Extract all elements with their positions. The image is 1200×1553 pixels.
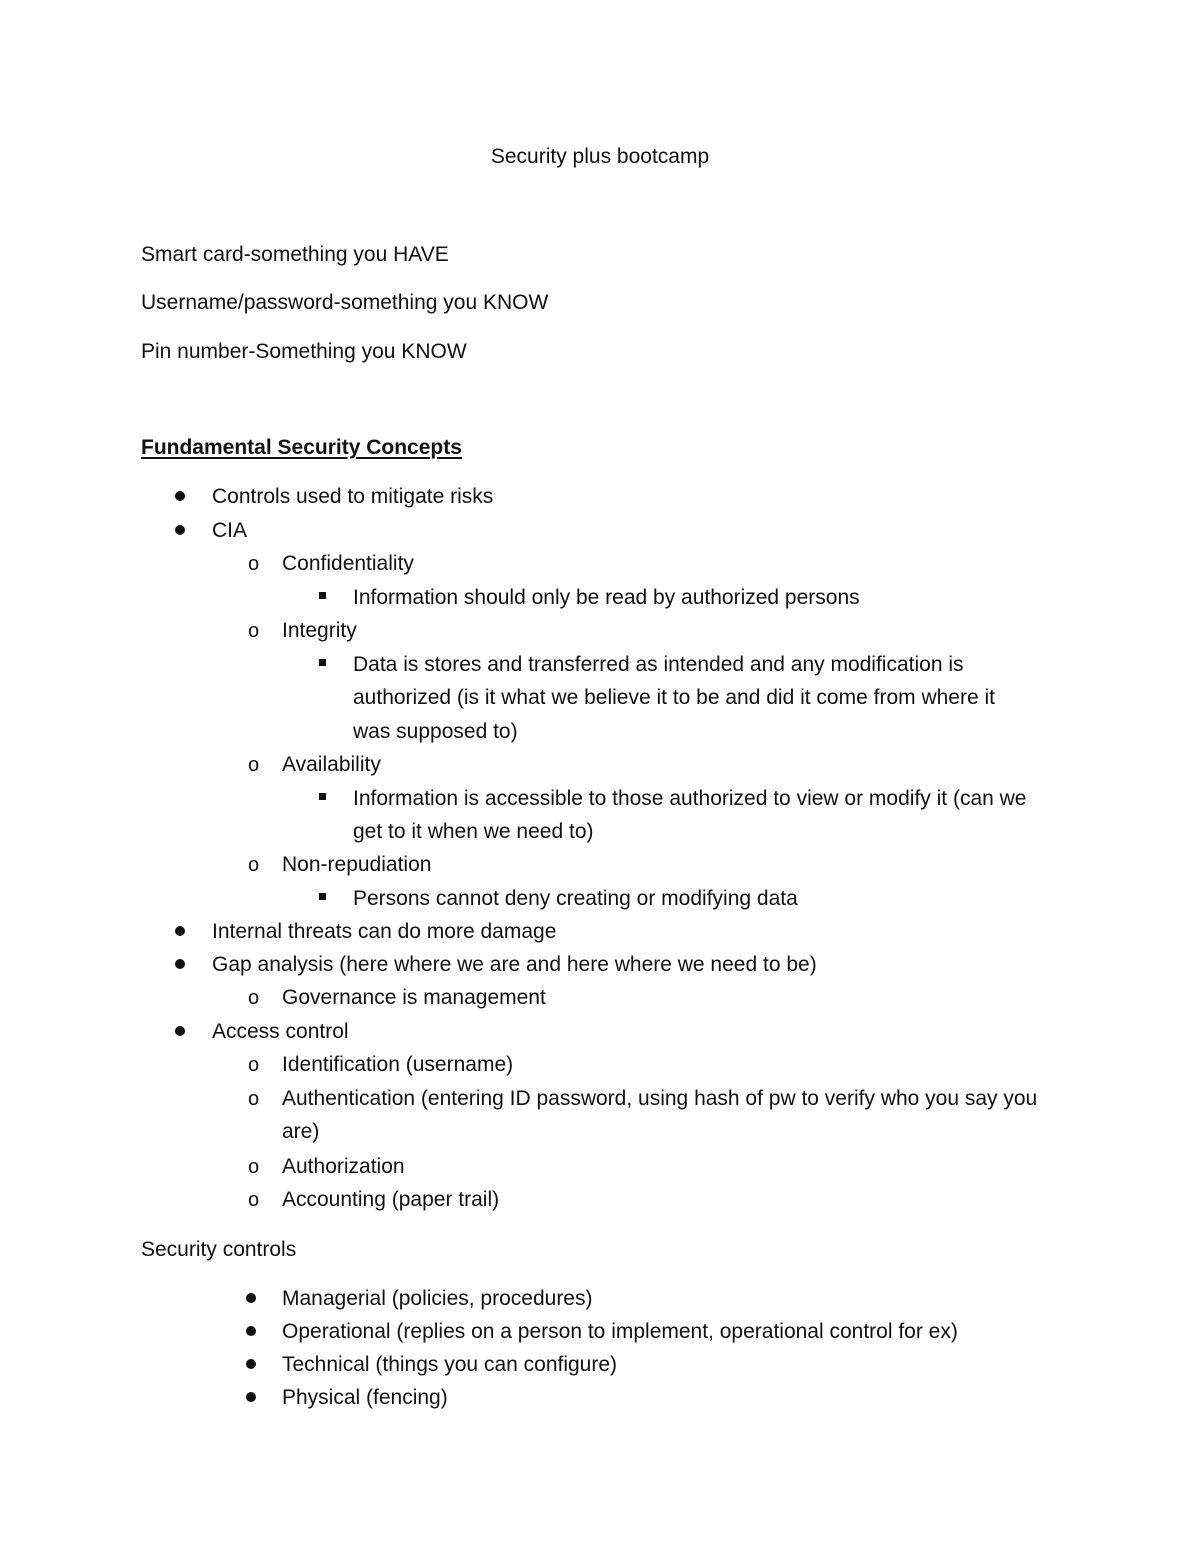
bullet-icon — [175, 926, 185, 936]
list-item: Controls used to mitigate risks — [212, 485, 494, 508]
list-item: Governance is management — [282, 986, 546, 1009]
list-item: Operational (replies on a person to implement, operational control for ex) — [282, 1320, 958, 1343]
circle-bullet-icon: o — [248, 1054, 260, 1076]
square-bullet-icon — [319, 592, 326, 599]
controls-heading: Security controls — [141, 1238, 297, 1261]
bullet-icon — [175, 525, 185, 535]
factor-smart-card: Smart card-something you HAVE — [141, 243, 449, 266]
document-title: Security plus bootcamp — [490, 145, 710, 168]
list-item-continuation: authorized (is it what we believe it to be and did it come from where it — [353, 686, 995, 709]
circle-bullet-icon: o — [248, 1156, 260, 1178]
list-item: Technical (things you can configure) — [282, 1353, 618, 1376]
list-item: CIA — [212, 519, 248, 542]
square-bullet-icon — [319, 793, 326, 800]
circle-bullet-icon: o — [248, 754, 260, 776]
list-item: Internal threats can do more damage — [212, 920, 557, 943]
list-item: Identification (username) — [282, 1053, 514, 1076]
list-item: Access control — [212, 1020, 349, 1043]
bullet-icon — [175, 1026, 185, 1036]
factor-username-password: Username/password-something you KNOW — [141, 291, 549, 314]
bullet-icon — [246, 1326, 256, 1336]
list-item: Gap analysis (here where we are and here where we need to be) — [212, 953, 817, 976]
section-heading: Fundamental Security Concepts — [141, 436, 462, 459]
square-bullet-icon — [319, 659, 326, 666]
factor-pin-number: Pin number-Something you KNOW — [141, 340, 467, 363]
list-item: Information should only be read by authorized persons — [353, 586, 860, 609]
list-item: Physical (fencing) — [282, 1386, 448, 1409]
list-item: Data is stores and transferred as intended and any modification is — [353, 653, 964, 676]
list-item: Confidentiality — [282, 552, 414, 575]
circle-bullet-icon: o — [248, 854, 260, 876]
list-item: Managerial (policies, procedures) — [282, 1287, 593, 1310]
list-item: Authorization — [282, 1155, 405, 1178]
list-item: Persons cannot deny creating or modifying data — [353, 887, 798, 910]
list-item: Accounting (paper trail) — [282, 1188, 500, 1211]
bullet-icon — [175, 959, 185, 969]
circle-bullet-icon: o — [248, 987, 260, 1009]
bullet-icon — [175, 491, 185, 501]
list-item: Integrity — [282, 619, 357, 642]
bullet-icon — [246, 1359, 256, 1369]
bullet-icon — [246, 1392, 256, 1402]
list-item: Information is accessible to those authorized to view or modify it (can we — [353, 787, 1027, 810]
circle-bullet-icon: o — [248, 620, 260, 642]
bullet-icon — [246, 1293, 256, 1303]
list-item: Authentication (entering ID password, using hash of pw to verify who you say you — [282, 1087, 1038, 1110]
list-item-continuation: get to it when we need to) — [353, 820, 594, 843]
list-item: Availability — [282, 753, 381, 776]
circle-bullet-icon: o — [248, 1189, 260, 1211]
list-item: Non-repudiation — [282, 853, 432, 876]
circle-bullet-icon: o — [248, 1088, 260, 1110]
circle-bullet-icon: o — [248, 553, 260, 575]
square-bullet-icon — [319, 893, 326, 900]
list-item-continuation: are) — [282, 1120, 320, 1143]
list-item-continuation: was supposed to) — [353, 720, 518, 743]
